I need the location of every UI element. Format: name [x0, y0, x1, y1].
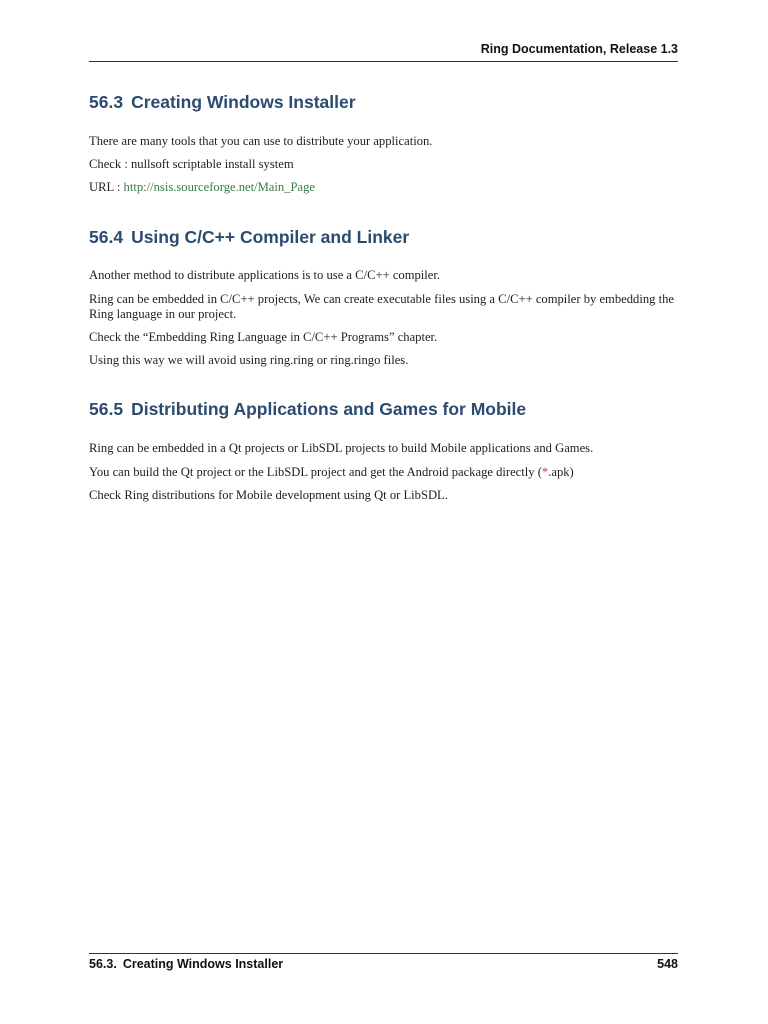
section-heading-56-3	[89, 92, 356, 113]
paragraph: Check Ring distributions for Mobile development using Qt or LibSDL.	[89, 488, 448, 502]
apk-text-before: You can build the Qt project or the LibSDL project and get the Android package directly (	[89, 465, 542, 479]
footer-section-title: Creating Windows Installer	[122, 957, 284, 971]
paragraph-apk	[89, 465, 681, 480]
section-title: Creating Windows Installer	[131, 92, 356, 112]
paragraph: Ring can be embedded in a Qt projects or LibSDL projects to build Mobile applications and Games.	[89, 441, 594, 455]
apk-wildcard: *	[541, 465, 549, 479]
section-heading-56-4	[89, 227, 409, 248]
paragraph: Using this way we will avoid using ring.ring or ring.ringo files.	[89, 353, 409, 367]
paragraph-url	[89, 180, 681, 195]
paragraph: Check the “Embedding Ring Language in C/C++ Programs” chapter.	[89, 330, 438, 344]
footer-section-number: 56.3.	[89, 957, 117, 971]
apk-text-after: .apk)	[548, 465, 574, 479]
page-number: 548	[657, 957, 678, 971]
running-header: Ring Documentation, Release 1.3	[480, 42, 678, 56]
section-number: 56.5	[89, 399, 124, 419]
paragraph: There are many tools that you can use to distribute your application.	[89, 134, 433, 148]
section-number: 56.3	[89, 92, 124, 112]
paragraph: Another method to distribute applications is to use a C/C++ compiler.	[89, 268, 441, 282]
nsis-link[interactable]: http://nsis.sourceforge.net/Main_Page	[123, 180, 315, 194]
running-footer	[89, 957, 283, 971]
header-divider	[89, 61, 678, 62]
paragraph: Check : nullsoft scriptable install system	[89, 157, 294, 171]
section-title: Distributing Applications and Games for Mobile	[131, 399, 527, 419]
section-heading-56-5	[89, 399, 526, 420]
url-label: URL :	[89, 180, 124, 194]
section-number: 56.4	[89, 227, 124, 247]
paragraph: Ring can be embedded in C/C++ projects, We can create executable files using a C/C++ compiler by embedding the Ring language in our project.	[89, 292, 674, 321]
section-title: Using C/C++ Compiler and Linker	[131, 227, 410, 247]
footer-divider	[89, 953, 678, 954]
